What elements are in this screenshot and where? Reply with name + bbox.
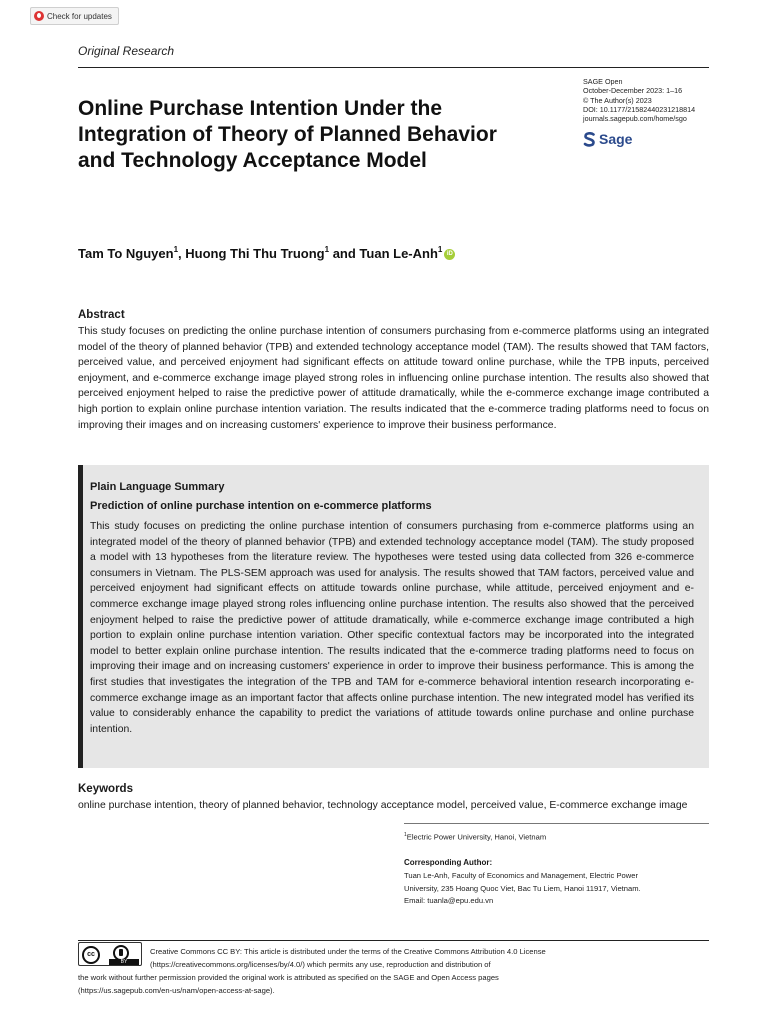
journal-info (583, 77, 695, 123)
orcid-icon[interactable]: iD (444, 249, 455, 260)
author-3[interactable]: Tuan Le-Anh (359, 246, 438, 261)
journal-name: SAGE Open (583, 77, 623, 86)
summary-heading: Plain Language Summary (90, 481, 225, 493)
author-list (78, 246, 455, 261)
creative-commons-badge[interactable] (78, 942, 142, 966)
corresponding-author-details (404, 870, 704, 908)
affiliation-divider (404, 823, 709, 824)
summary-accent-bar (78, 465, 83, 768)
journal-copyright: © The Author(s) 2023 (583, 95, 652, 105)
summary-body: This study focuses on predicting the online purchase intention of consumers purchasing from e-commerce platforms using an integrated model of the theory of planned behavior (TPB) and extended technology acceptance model (TAM). The study proposed a model with 13 hypotheses from the literature review. The hypotheses were tested using data collected from 326 e-commerce consumers in Vietnam. The PLS-SEM approach was used for analysis. The results showed that TAM factors, perceived value and perceived enjoyment had significant effects on attitude towards online purchase, while attitude, perceived enjoyment and e-commerce exchange image played strong roles influencing online purchase intention. The results also showed that the perceived enjoyment helped to raise the predictive power of attitude dramatically, while e-commerce exchange image contributed a high portion to explain online purchase intention variation. Other specific contextual factors may be incorporated into the integrated model to better explain online purchase intention. The results indicated that the e-commerce trading platforms need to focus on improving their image and on increasing customers' experience in order to improve their business performance. This is among the first studies that investigates the integration of the TPB and TAM for e-commerce behavioral intention research incorporating e-commerce exchange image as an important factor that affects online purchase intention. The new integrated model has verified its value to considerably enhance the capability to predict the variations of attitude towards online purchase and online purchase intention. (90, 521, 694, 735)
article-title: Online Purchase Intention Under the Integration of Theory of Planned Behavior and Technology Acceptance Model (78, 97, 497, 172)
affiliation (404, 832, 546, 842)
journal-url[interactable]: journals.sagepub.com/home/sgo (583, 114, 687, 124)
corresponding-author-email[interactable]: Email: tuanla@epu.edu.vn (404, 896, 494, 905)
check-for-updates-button[interactable] (30, 7, 119, 25)
corresponding-author-line: University, 235 Hoang Quoc Viet, Bac Tu Liem, Hanoi 11917, Vietnam. (404, 883, 641, 893)
author-1[interactable]: Tam To Nguyen (78, 246, 174, 261)
author-2[interactable]: Huong Thi Thu Truong (185, 246, 325, 261)
sage-s-icon (583, 132, 596, 147)
license-link[interactable]: (https://creativecommons.org/licenses/by/4.0/) which permits any use, reproduction and distribution of (150, 960, 491, 969)
abstract-heading: Abstract (78, 309, 125, 321)
journal-issue: October-December 2023: 1–16 (583, 86, 683, 96)
author-separator: , (178, 246, 186, 261)
top-divider (78, 67, 709, 68)
cc-icon: cc (82, 946, 100, 964)
affiliation-marker: 1 (404, 832, 407, 838)
author-1-affiliation: 1 (173, 245, 179, 254)
license-link[interactable]: (https://us.sagepub.com/en-us/nam/open-access-at-sage). (78, 986, 275, 995)
crossmark-icon (34, 11, 44, 21)
corresponding-author-line: Tuan Le-Anh, Faculty of Economics and Management, Electric Power (404, 871, 638, 880)
author-separator-and: and (329, 246, 360, 261)
corresponding-author-heading: Corresponding Author: (404, 858, 493, 867)
check-for-updates-label: Check for updates (47, 11, 112, 21)
by-label: BY (109, 959, 139, 965)
footer-divider (78, 940, 709, 941)
sage-logo-text: Sage (599, 131, 633, 147)
summary-subheading: Prediction of online purchase intention on e-commerce platforms (90, 500, 432, 512)
abstract-body: This study focuses on predicting the online purchase intention of consumers purchasing from e-commerce platforms using an integrated model of the theory of planned behavior (TPB) and extended technology acceptance model (TAM). The results showed that TAM factors, perceived value, and perceived enjoyment had significant effects on attitude toward online purchase, while the TPB inputs, perceived enjoyment, and e-commerce exchange image played strong roles in influencing online purchase intention. The results also showed that perceived enjoyment helped to raise the predictive power of attitude dramatically, while the e-commerce exchange image contributed a high portion to explain online purchase intention variation. The results indicated that the e-commerce trading platforms need to focus on improving their images and on increasing customers' experience to improve their business performance. (78, 326, 709, 431)
author-2-affiliation: 1 (324, 245, 330, 254)
keywords-body: online purchase intention, theory of planned behavior, technology acceptance model, perceived value, E-commerce exchange image (78, 800, 688, 811)
license-line: the work without further permission provided the original work is attributed as specified on the SAGE and Open Access pages (78, 973, 499, 982)
section-label: Original Research (78, 44, 175, 58)
author-3-affiliation: 1 (437, 245, 443, 254)
journal-doi[interactable]: DOI: 10.1177/21582440231218814 (583, 104, 696, 114)
keywords-heading: Keywords (78, 783, 133, 795)
license-text-continued (78, 971, 709, 997)
license-line: Creative Commons CC BY: This article is distributed under the terms of the Creative Commons Attribution 4.0 License (150, 947, 546, 956)
affiliation-text: Electric Power University, Hanoi, Vietnam (406, 832, 547, 842)
license-text (150, 945, 710, 971)
sage-logo (583, 131, 632, 147)
